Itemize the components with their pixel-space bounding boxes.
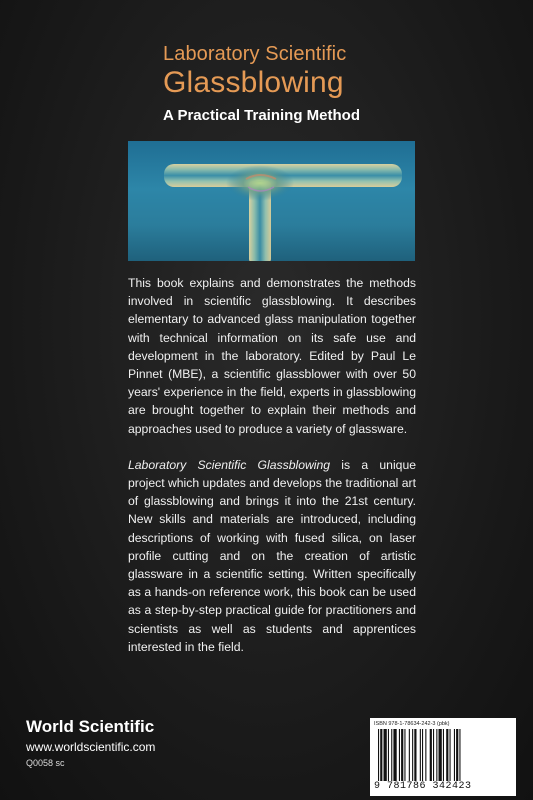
- barcode-bar: [425, 729, 426, 781]
- title-line-2: Glassblowing: [163, 66, 344, 99]
- barcode-bar: [380, 729, 382, 781]
- barcode-bar: [391, 729, 392, 781]
- barcode-bar: [420, 729, 421, 781]
- barcode-bar: [454, 729, 455, 781]
- product-code: Q0058 sc: [26, 758, 65, 768]
- barcode-number: 9 781786 342423: [374, 781, 472, 792]
- barcode-bar: [401, 729, 403, 781]
- description-text: [128, 274, 416, 674]
- barcode-bar: [399, 729, 400, 781]
- glass-t-tube-illustration: [128, 141, 415, 261]
- glass-t-tube-photo: [128, 141, 415, 261]
- barcode-bar: [436, 729, 437, 781]
- barcode-bar: [412, 729, 413, 781]
- barcode-bar: [439, 729, 442, 781]
- barcode-bar: [433, 729, 434, 781]
- description-paragraph-2: [128, 456, 416, 656]
- barcode-bar: [378, 729, 379, 781]
- barcode-bar: [446, 729, 448, 781]
- barcode-bar: [459, 729, 460, 781]
- publisher-block: [26, 717, 155, 769]
- barcode-bar: [456, 729, 458, 781]
- publisher-name: World Scientific: [26, 717, 155, 736]
- barcode-bar: [388, 729, 389, 781]
- publisher-url: www.worldscientific.com: [26, 740, 156, 754]
- barcode-bar: [422, 729, 423, 781]
- isbn-barcode: [370, 718, 516, 796]
- barcode-bar: [414, 729, 416, 781]
- barcode-bar: [409, 729, 410, 781]
- barcode-bar: [430, 729, 432, 781]
- barcode-bar: [404, 729, 405, 781]
- barcode-bar: [384, 729, 387, 781]
- description-paragraph-1: This book explains and demonstrates the methods involved in scientific glassblowing. It describes elementary to advanced glass manipulation together with technical information on its safe use and development in the laboratory. Edited by Paul Le Pinnet (MBE), a scientific glassblower with over 50 years' experience in the field, experts in glassblowing are brought together to explain their methods and approaches used to produce a variety of glassware.: [128, 276, 416, 436]
- barcode-bar: [443, 729, 444, 781]
- book-title-italic: Laboratory Scientific Glassblowing: [128, 457, 331, 472]
- isbn-label: ISBN 978-1-78634-242-3 (pbk): [374, 721, 450, 727]
- title-line-1: Laboratory Scientific: [163, 43, 347, 65]
- barcode-bar: [393, 729, 396, 781]
- description-paragraph-2-rest: is a unique project which updates and develops the traditional art of glassblowing and brings it into the 21st century. New skills and materials are introduced, including descriptions of working with fused silica, on laser profile cutting and on the creation of artistic glassware in a scientific setting. Written specifically as a hands-on reference work, this book can be used as a step-by-step practical guide for practitioners and scientists as well as students and apprentices interested in the field.: [128, 457, 416, 654]
- subtitle: A Practical Training Method: [163, 107, 360, 124]
- barcode-bar: [450, 729, 451, 781]
- barcode-bars: [376, 729, 510, 781]
- title-block: [163, 42, 423, 126]
